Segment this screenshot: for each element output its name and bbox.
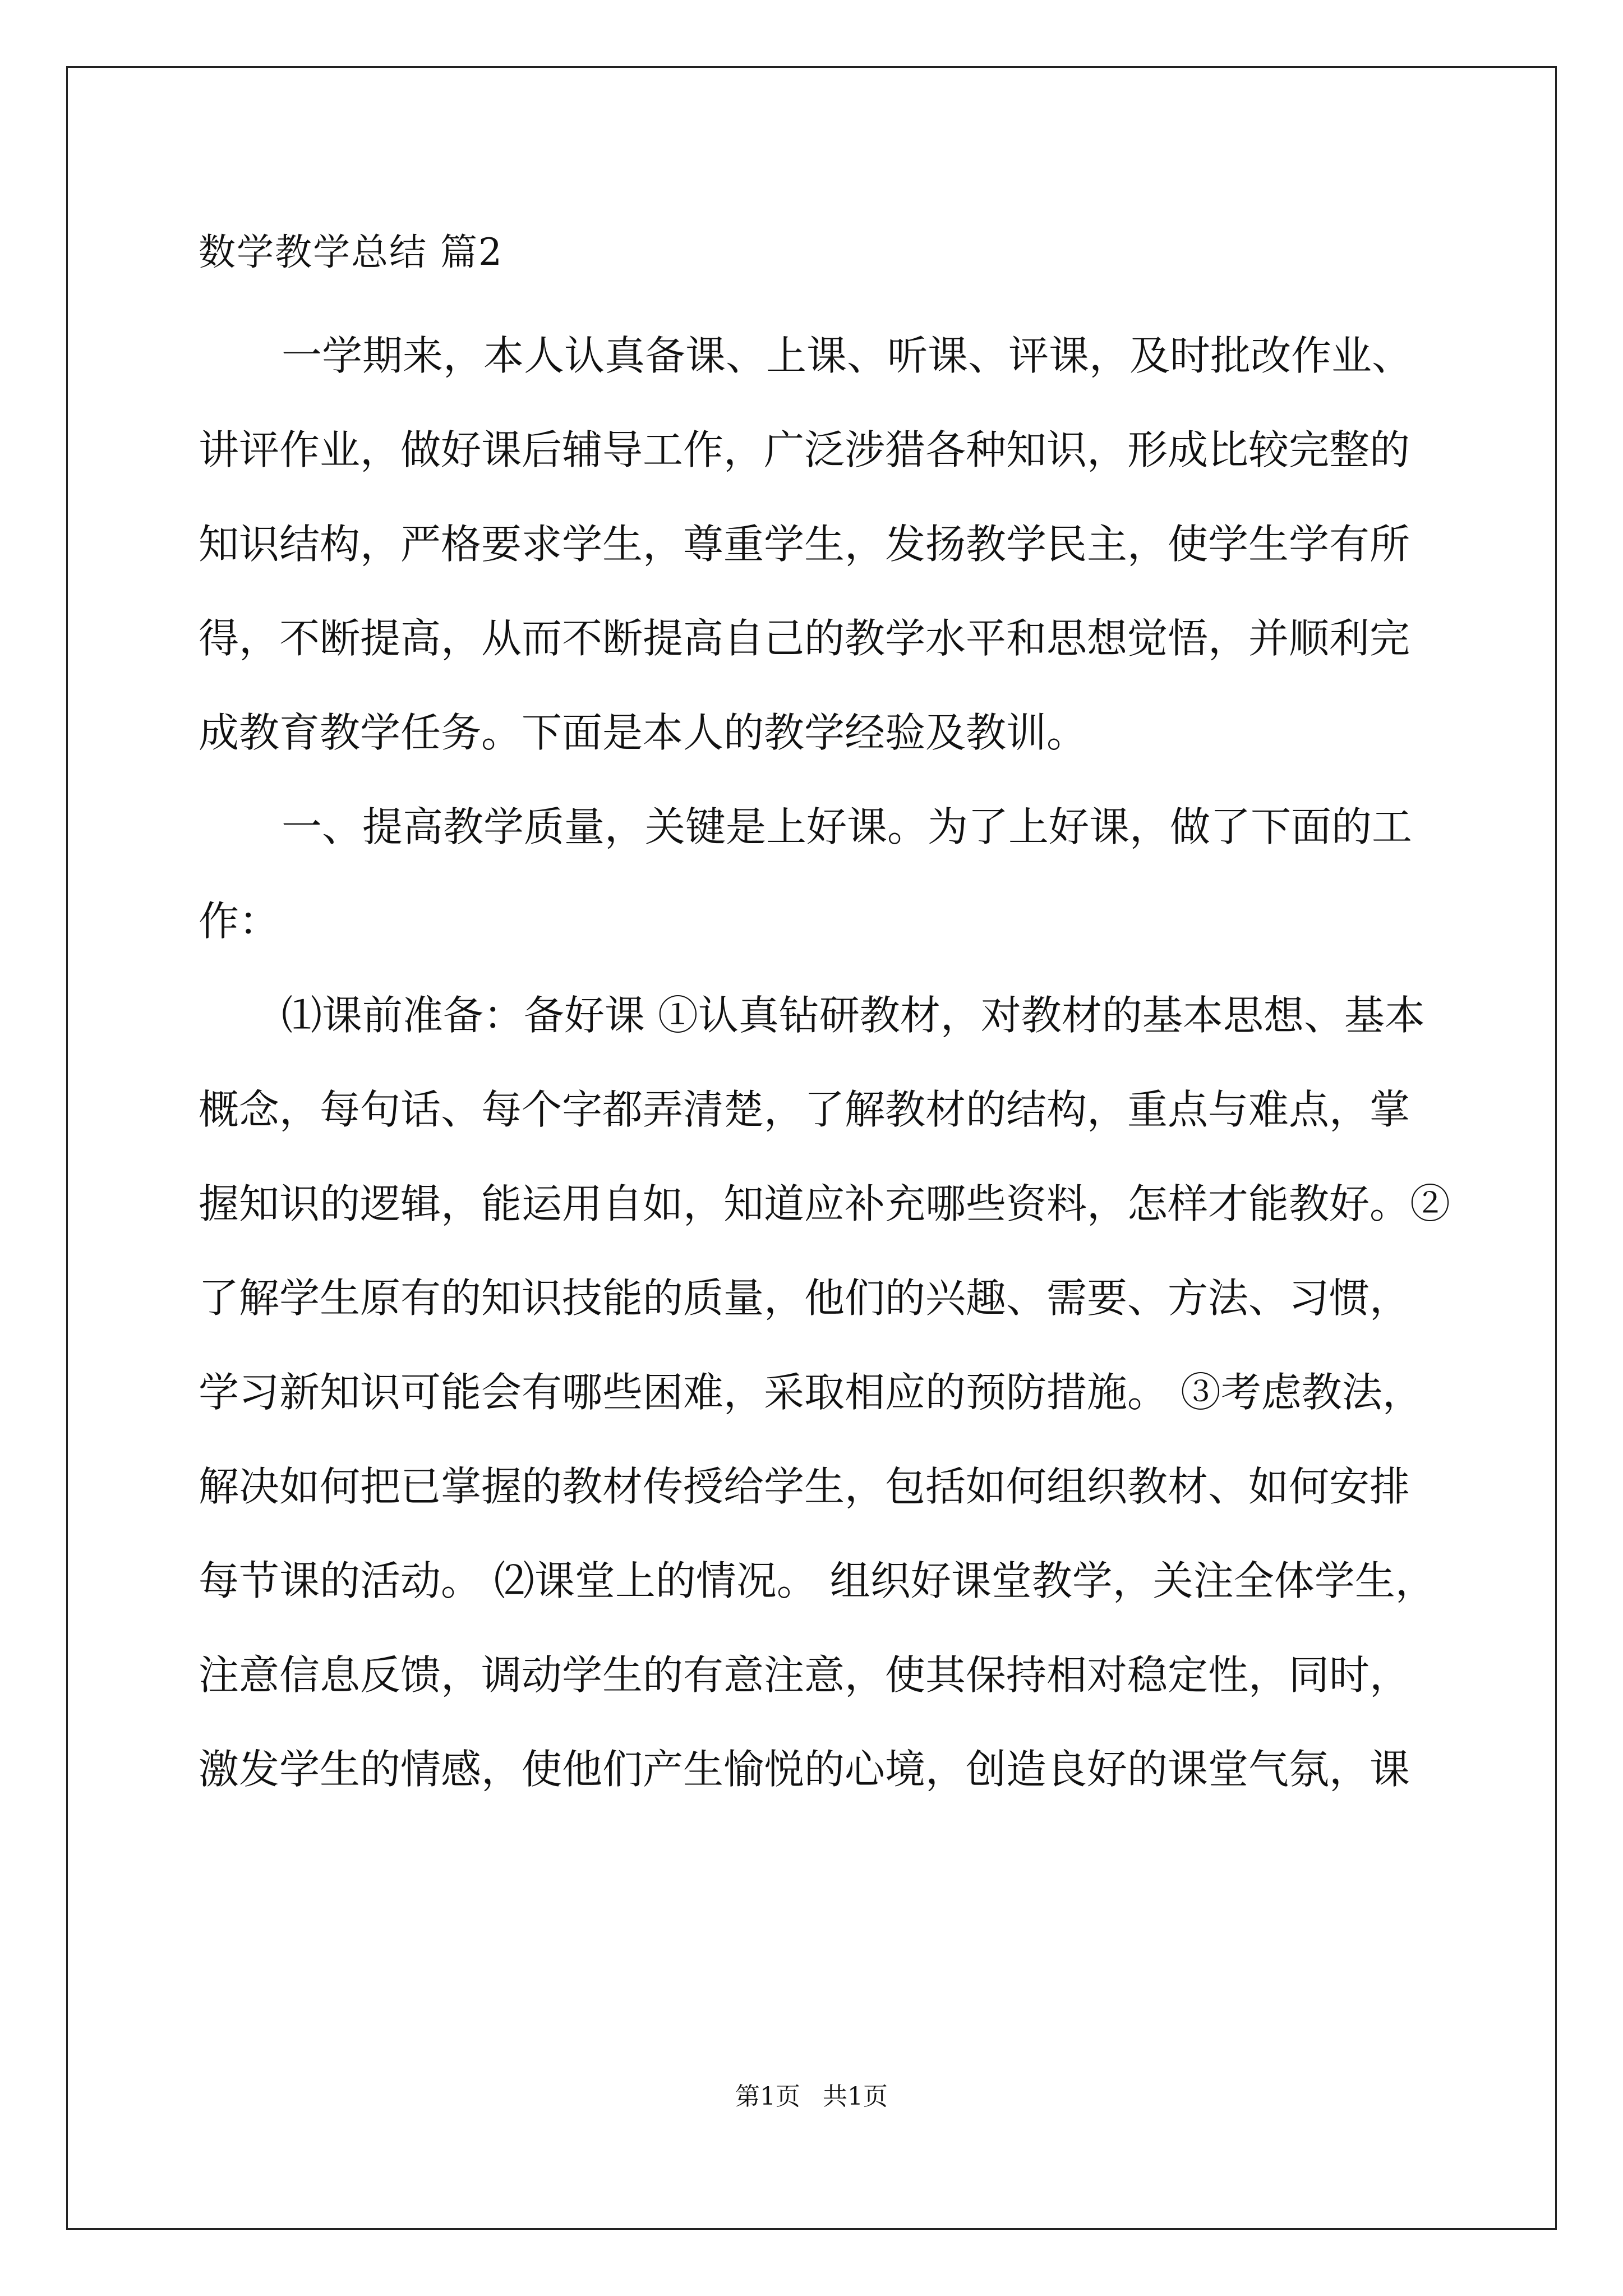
paragraph-line: 注意信息反馈，调动学生的有意注意，使其保持相对稳定性，同时，: [199, 1651, 1410, 1699]
paragraph-line: 一学期来，本人认真备课、上课、听课、评课，及时批改作业、: [282, 332, 1413, 379]
page-footer: [0, 2080, 1623, 2114]
paragraph-line: 学习新知识可能会有哪些困难，采取相应的预防措施。 ③考虑教法，: [199, 1369, 1423, 1416]
paragraph-line: 了解学生原有的知识技能的质量，他们的兴趣、需要、方法、习惯，: [199, 1274, 1410, 1322]
paragraph-line: 成教育教学任务。下面是本人的教学经验及教训。: [199, 709, 1087, 756]
paragraph-line: 一、提高教学质量，关键是上好课。为了上好课，做了下面的工: [282, 803, 1413, 850]
document-title: 数学教学总结 篇2: [199, 231, 503, 274]
paragraph-line: 握知识的逻辑，能运用自如，知道应补充哪些资料，怎样才能教好。②: [199, 1180, 1451, 1227]
page-total: 共1页: [823, 2082, 888, 2111]
paragraph-line: ⑴课前准备：备好课 ①认真钻研教材，对教材的基本思想、基本: [282, 992, 1425, 1039]
document-body: [199, 219, 1451, 1816]
paragraph-line: 知识结构，严格要求学生，尊重学生，发扬教学民主，使学生学有所: [199, 521, 1410, 568]
paragraph-line: 激发学生的情感，使他们产生愉悦的心境，创造良好的课堂气氛，课: [199, 1746, 1410, 1793]
page-number: 第1页: [735, 2082, 800, 2111]
paragraph-line: 每节课的活动。 ⑵课堂上的情况。 组织好课堂教学，关注全体学生，: [199, 1557, 1436, 1604]
paragraph-line: 作：: [199, 898, 280, 945]
paragraph-line: 得，不断提高，从而不断提高自己的教学水平和思想觉悟，并顺利完: [199, 615, 1410, 662]
paragraph-line: 讲评作业，做好课后辅导工作，广泛涉猎各种知识，形成比较完整的: [199, 426, 1410, 473]
paragraph-line: 概念，每句话、每个字都弄清楚，了解教材的结构，重点与难点，掌: [199, 1086, 1410, 1133]
paragraph-line: 解决如何把已掌握的教材传授给学生，包括如何组织教材、如何安排: [199, 1463, 1410, 1510]
